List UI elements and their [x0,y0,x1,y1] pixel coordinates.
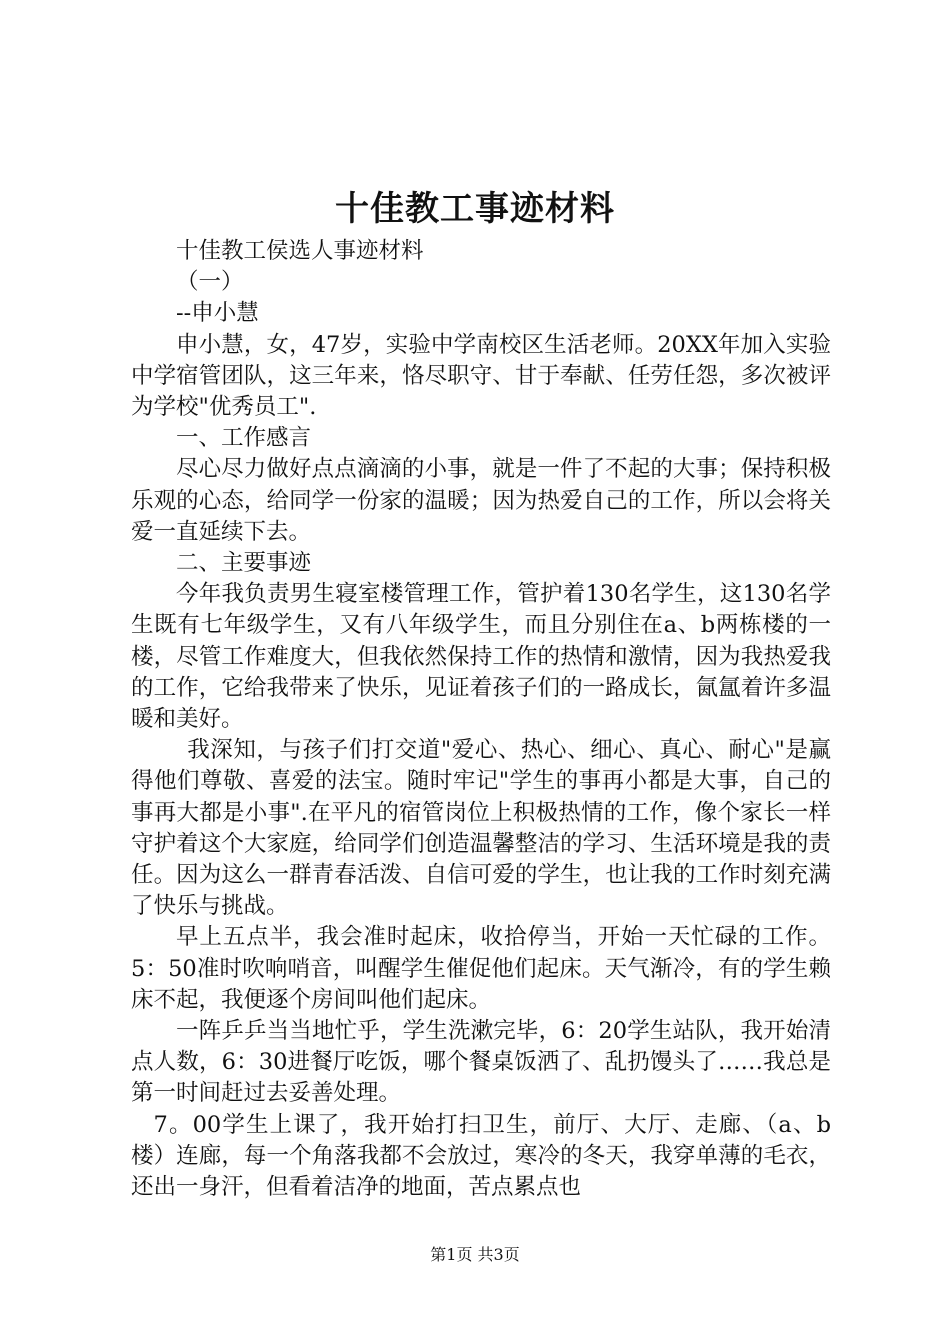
paragraph: 尽心尽力做好点点滴滴的小事，就是一件了不起的大事；保持积极乐观的心态，给同学一份家的温暖；因为热爱自己的工作，所以会将关爱一直延续下去。 [131,456,831,545]
section-heading: 二、主要事迹 [176,550,312,577]
document-title: 十佳教工事迹材料 [335,189,615,229]
paragraph: --申小慧 [176,300,259,327]
paragraph: 7。00学生上课了，我开始打扫卫生，前厅、大厅、走廊、（a、b楼）连廊，每一个角落我都不会放过，寒冷的冬天，我穿单薄的毛衣，还出一身汗，但看着洁净的地面，苦点累点也 [131,1111,831,1201]
paragraph: （一） [176,269,244,296]
document-body [131,236,831,1203]
paragraph: 我深知，与孩子们打交道"爱心、热心、细心、真心、耐心"是赢得他们尊敬、喜爱的法宝。随时牢记"学生的事再小都是大事，自己的事再大都是小事".在平凡的宿管岗位上积极热情的工作，像个家长一样守护着这个大家庭，给同学们创造温馨整洁的学习、生活环境是我的责任。因为这么一群青春活泼、自信可爱的学生，也让我的工作时刻充满了快乐与挑战。 [131,737,831,920]
paragraph: 一阵乒乒当当地忙乎，学生洗漱完毕，6：20学生站队，我开始清点人数，6：30进餐厅吃饭，哪个餐桌饭洒了、乱扔馒头了……我总是第一时间赶过去妥善处理。 [131,1018,831,1107]
section-heading: 一、工作感言 [176,425,312,452]
paragraph: 今年我负责男生寝室楼管理工作，管护着130名学生，这130名学生既有七年级学生，又有八年级学生，而且分别住在a、b两栋楼的一楼，尽管工作难度大，但我依然保持工作的热情和激情，因为我热爱我的工作，它给我带来了快乐，见证着孩子们的一路成长，氤氲着许多温暖和美好。 [131,581,831,733]
paragraph: 十佳教工侯选人事迹材料 [176,238,424,264]
paragraph: 早上五点半，我会准时起床，收拾停当，开始一天忙碌的工作。5：50准时吹响哨音，叫醒学生催促他们起床。天气渐冷，有的学生赖床不起，我便逐个房间叫他们起床。 [131,924,831,1013]
paragraph: 申小慧，女，47岁，实验中学南校区生活老师。20XX年加入实验中学宿管团队，这三年来，恪尽职守、甘于奉献、任劳任怨，多次被评为学校"优秀员工". [131,331,831,421]
page-footer: 第1页 共3页 [430,1245,520,1264]
